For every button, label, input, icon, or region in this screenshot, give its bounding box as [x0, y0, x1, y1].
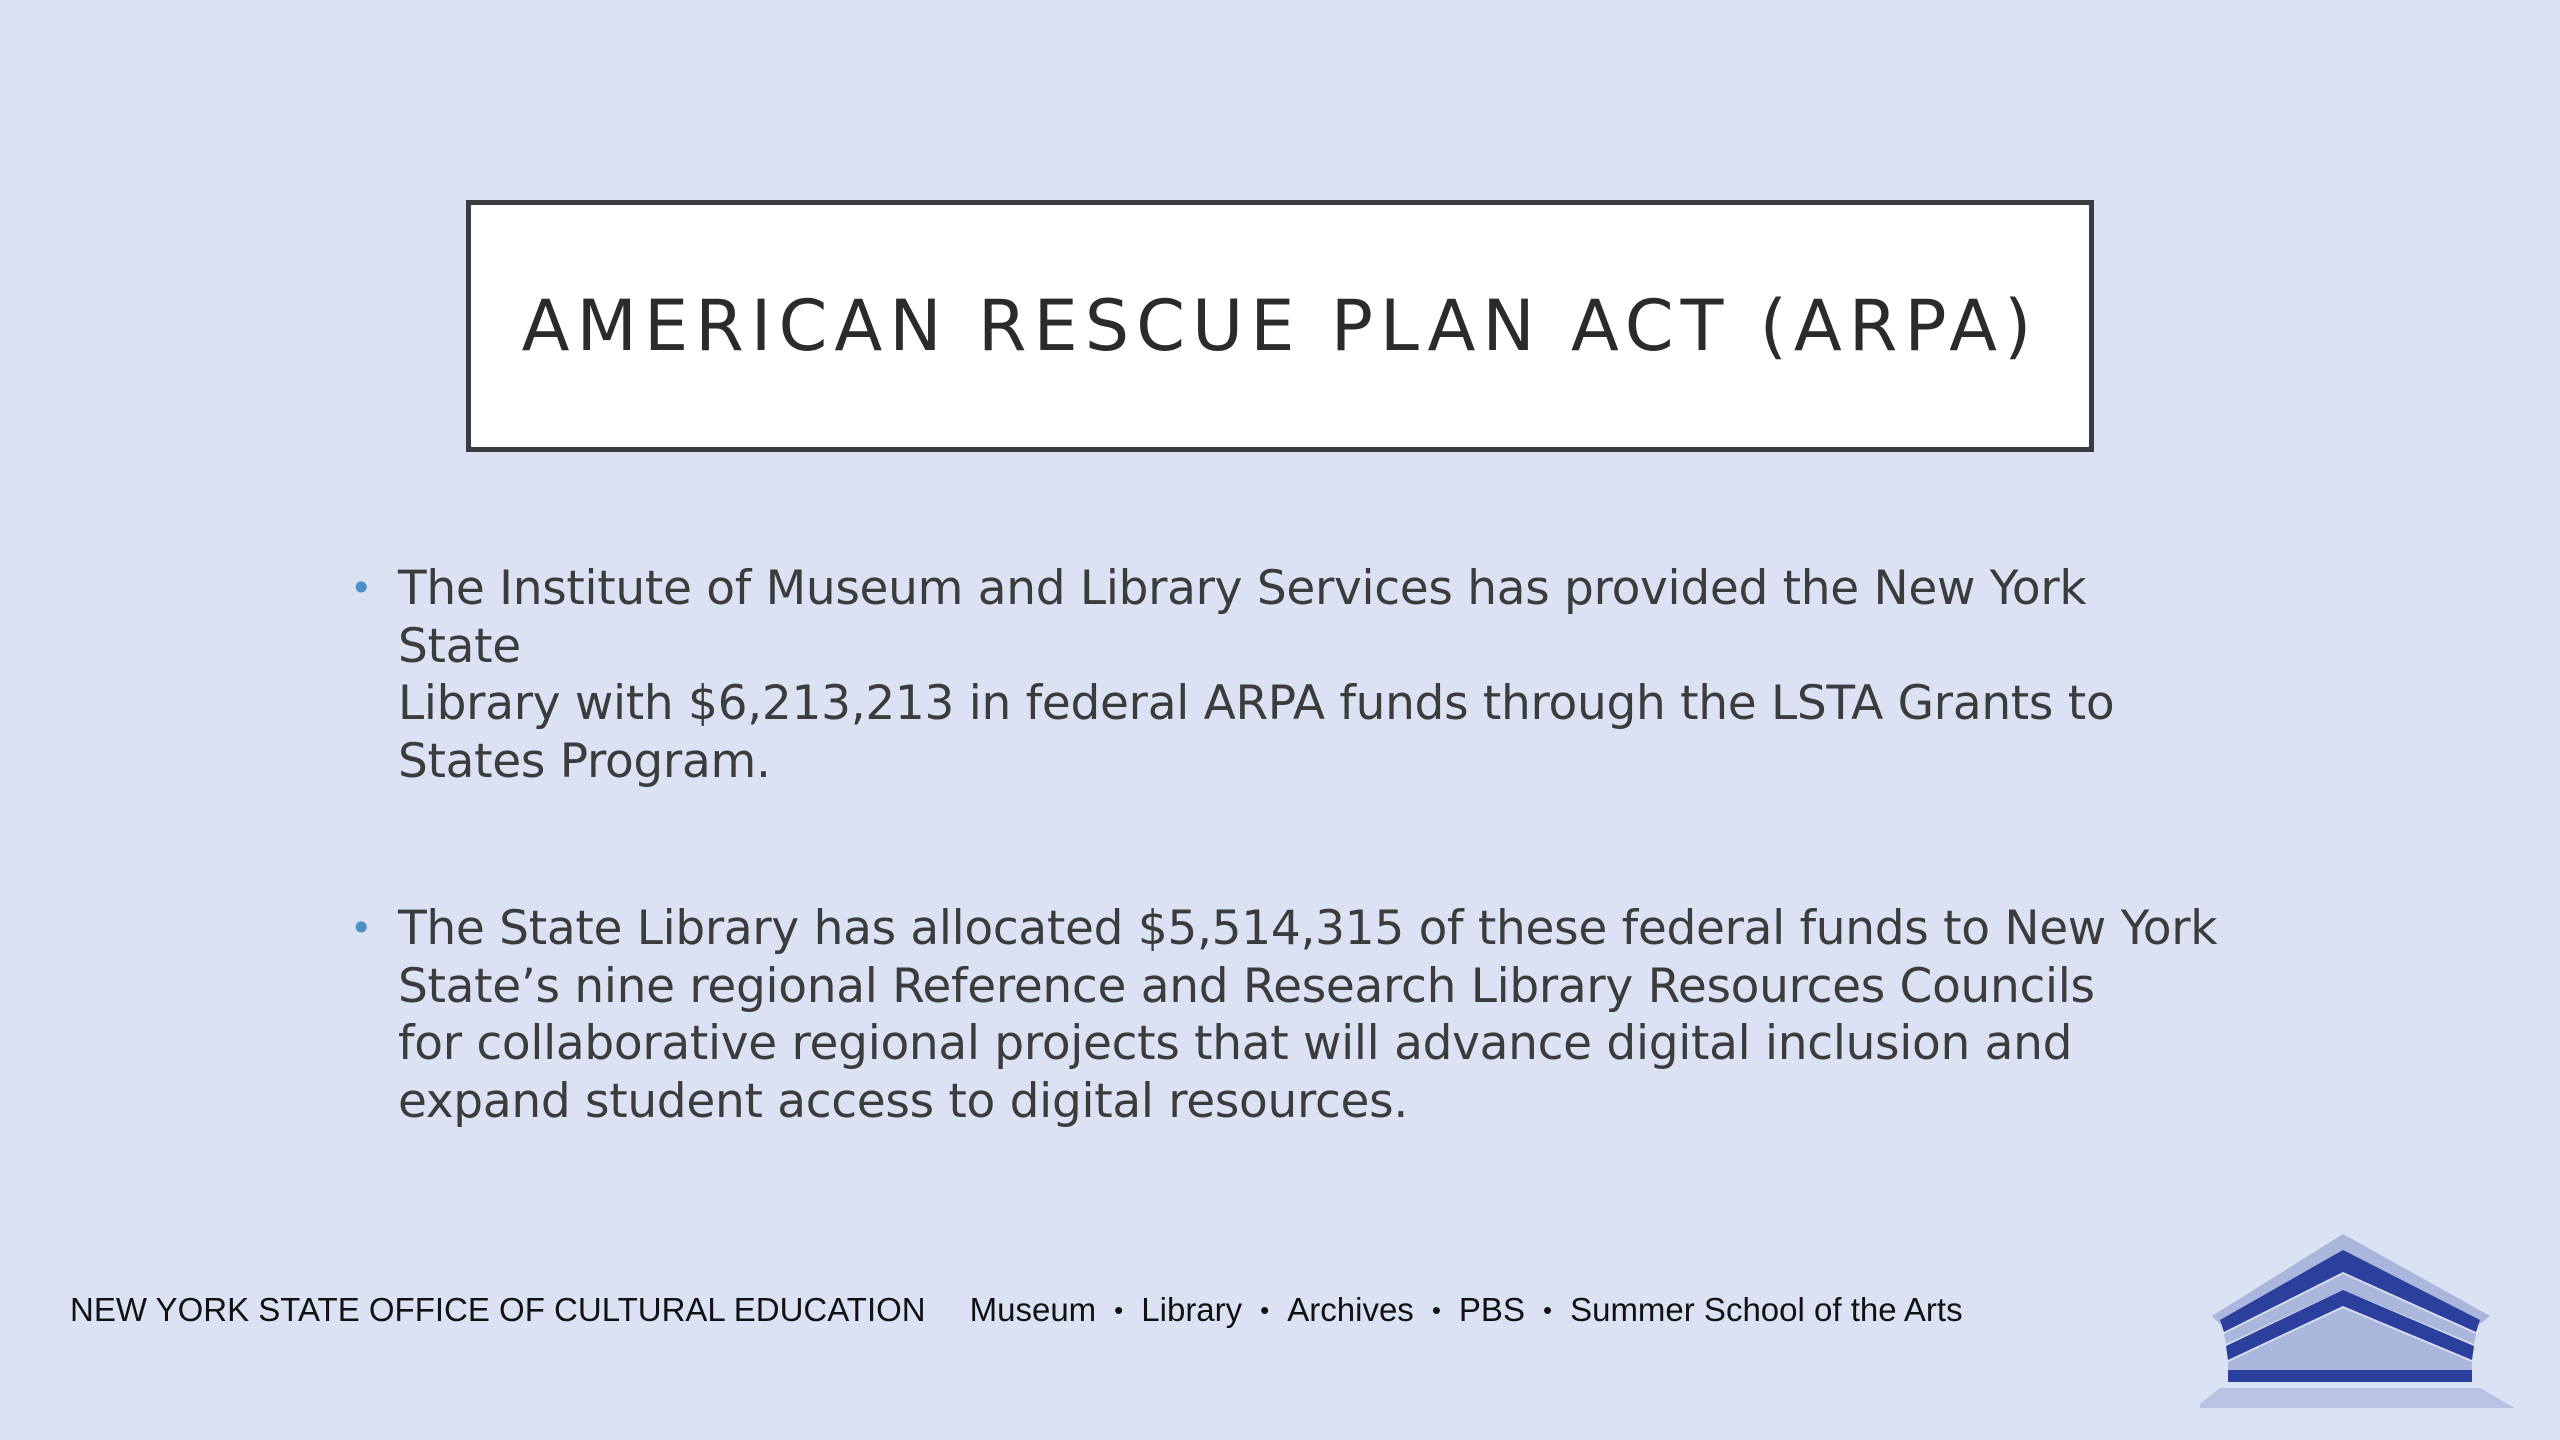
building-logo-icon: [2180, 1228, 2520, 1408]
footer-link-library: Library: [1141, 1291, 1243, 1328]
footer-link-summer-school: Summer School of the Arts: [1570, 1291, 1963, 1328]
bullet-1-line-1: The Institute of Museum and Library Services has provided the New York State: [398, 561, 2087, 674]
bullet-1-line-3: States Program.: [398, 733, 771, 789]
bullet-item-1: [340, 560, 2220, 790]
bullet-item-2: [340, 900, 2220, 1130]
footer-link-museum: Museum: [969, 1291, 1097, 1328]
bullet-2-line-1: The State Library has allocated $5,514,315 of these federal funds to New York: [398, 901, 2218, 956]
bullet-dot-icon: •: [350, 566, 373, 610]
footer-separator: •: [1114, 1294, 1124, 1325]
bullet-2-line-2: State’s nine regional Reference and Research Library Resources Councils: [398, 958, 2095, 1014]
bullet-2-line-4: expand student access to digital resources.: [398, 1073, 1408, 1129]
footer-link-pbs: PBS: [1458, 1291, 1525, 1328]
footer-separator: •: [1431, 1294, 1441, 1325]
footer: [70, 1290, 1963, 1330]
bullet-1-line-2: Library with $6,213,213 in federal ARPA funds through the LSTA Grants to: [398, 676, 2115, 731]
footer-link-archives: Archives: [1287, 1291, 1414, 1328]
bullet-dot-icon: •: [350, 906, 373, 950]
bullet-list: [340, 560, 2220, 1130]
title-box: [466, 200, 2094, 452]
footer-separator: •: [1260, 1294, 1270, 1325]
footer-org-name: NEW YORK STATE OFFICE OF CULTURAL EDUCATION: [70, 1291, 926, 1328]
bullet-2-line-3: for collaborative regional projects that will advance digital inclusion and: [398, 1016, 2073, 1071]
slide-title: AMERICAN RESCUE PLAN ACT (ARPA): [521, 285, 2039, 367]
footer-separator: •: [1542, 1294, 1553, 1325]
